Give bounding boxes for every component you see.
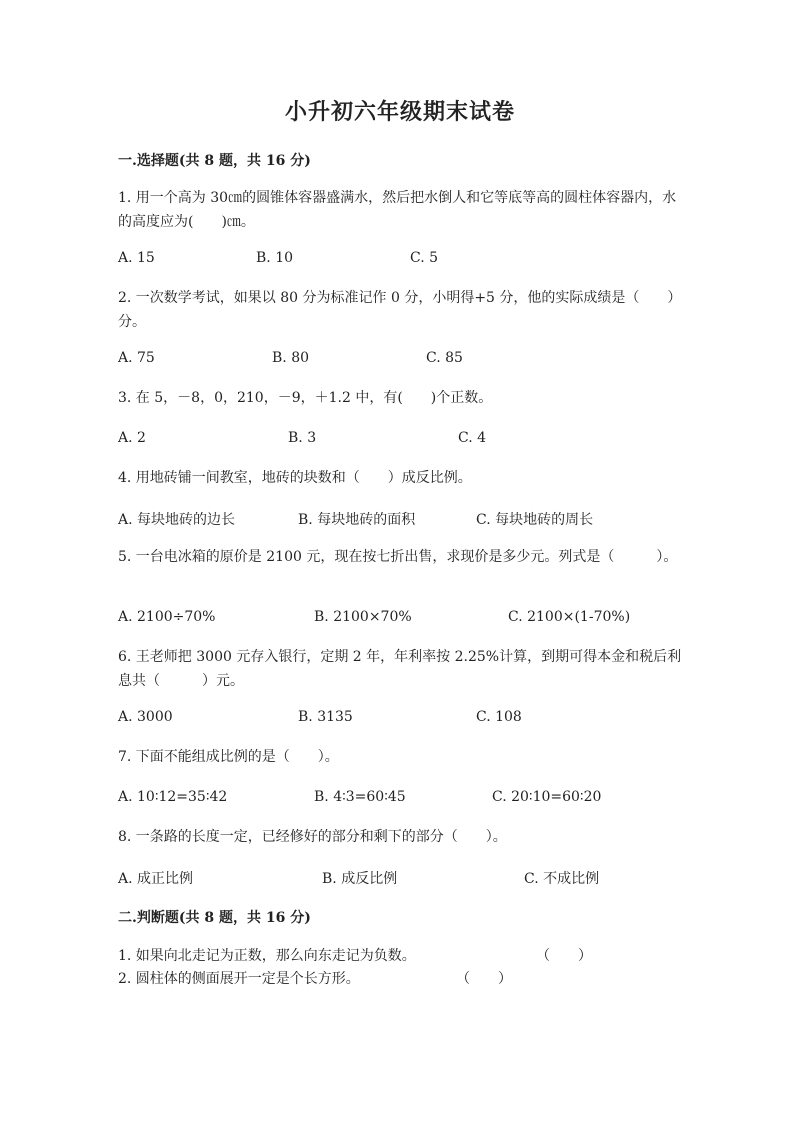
question-6-options [118, 709, 718, 729]
option-c: C. 85 [426, 350, 463, 366]
question-8: 8. 一条路的长度一定，已经修好的部分和剩下的部分（ ）。 [118, 829, 507, 845]
option-a: A. 75 [118, 350, 155, 366]
answer-blank: （ ） [536, 948, 592, 964]
option-c: C. 4 [458, 430, 487, 446]
question-2-options [118, 350, 718, 370]
question-5: 5. 一台电冰箱的原价是 2100 元，现在按七折出售，求现价是多少元。列式是（ ）。 [118, 549, 678, 565]
option-a: A. 成正比例 [118, 871, 194, 887]
judge-item-2 [118, 968, 718, 988]
option-b: B. 每块地砖的面积 [298, 512, 416, 528]
option-b: B. 80 [272, 350, 310, 366]
question-1-options [118, 250, 718, 270]
question-3-options [118, 430, 718, 450]
question-1: 1. 用一个高为 30㎝的圆锥体容器盛满水，然后把水倒人和它等底等高的圆柱体容器内，水的高度应为( )㎝。 [118, 190, 677, 230]
judge-item-text: 2. 圆柱体的侧面展开一定是个长方形。 [118, 971, 360, 987]
option-c: C. 20∶10=60∶20 [492, 789, 602, 805]
option-b: B. 成反比例 [322, 871, 398, 887]
option-b: B. 3 [288, 430, 317, 446]
option-a: A. 2 [118, 430, 146, 446]
answer-blank: （ ） [456, 971, 512, 987]
option-c: C. 不成比例 [524, 871, 600, 887]
option-c: C. 每块地砖的周长 [476, 512, 594, 528]
question-8-options [118, 868, 718, 888]
option-a: A. 15 [118, 250, 155, 266]
section-judge-heading: 二.判断题(共 8 题，共 16 分) [118, 910, 311, 926]
option-a: A. 每块地砖的边长 [118, 512, 236, 528]
option-a: A. 3000 [118, 709, 173, 725]
question-3: 3. 在 5，－8，0，210，－9，＋1.2 中，有( )个正数。 [118, 390, 493, 406]
option-c: C. 5 [410, 250, 439, 266]
option-b: B. 4∶3=60∶45 [314, 789, 406, 805]
judge-item-1 [118, 945, 718, 965]
question-4: 4. 用地砖铺一间教室，地砖的块数和（ ）成反比例。 [118, 470, 472, 486]
question-6: 6. 王老师把 3000 元存入银行，定期 2 年，年利率按 2.25%计算，到期可得本金和税后利息共（ ）元。 [118, 649, 682, 689]
section-choice-heading: 一.选择题(共 8 题，共 16 分) [118, 153, 311, 169]
question-4-options [118, 509, 718, 529]
question-7-options [118, 789, 718, 809]
option-a: A. 10∶12=35∶42 [118, 789, 228, 805]
option-b: B. 3135 [298, 709, 353, 725]
question-5-options [118, 609, 718, 629]
option-a: A. 2100÷70% [118, 609, 216, 625]
question-7: 7. 下面不能组成比例的是（ ）。 [118, 749, 339, 765]
page-title: 小升初六年级期末试卷 [284, 99, 515, 125]
option-b: B. 10 [256, 250, 294, 266]
judge-item-text: 1. 如果向北走记为正数，那么向东走记为负数。 [118, 948, 416, 964]
option-c: C. 108 [476, 709, 522, 725]
question-2: 2. 一次数学考试，如果以 80 分为标准记作 0 分，小明得+5 分，他的实际成绩是（ ）分。 [118, 290, 682, 330]
option-c: C. 2100×(1-70%) [508, 609, 631, 625]
option-b: B. 2100×70% [314, 609, 412, 625]
